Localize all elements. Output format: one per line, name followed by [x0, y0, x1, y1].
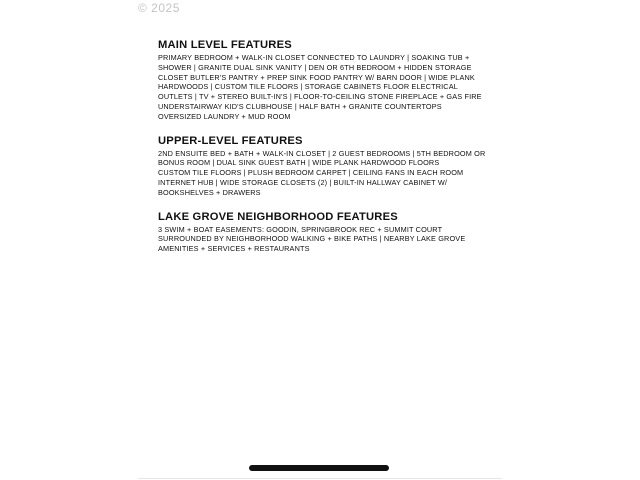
feature-line: UNDERSTAIRWAY KID'S CLUBHOUSE | HALF BATH + GRANITE COUNTERTOPS — [158, 101, 442, 111]
home-indicator-bar[interactable] — [249, 465, 389, 471]
feature-line: HARDWOODS | CUSTOM TILE FLOORS | STORAGE CABINETS FLOOR ELECTRICAL — [158, 82, 458, 92]
feature-line: OUTLETS | TV + STEREO BUILT-IN'S | FLOOR-TO-CEILING STONE FIREPLACE + GAS FIRE — [158, 92, 482, 102]
feature-line: INTERNET HUB | WIDE STORAGE CLOSETS (2) | BUILT-IN HALLWAY CABINET W/ — [158, 177, 448, 187]
feature-line: BOOKSHELVES + DRAWERS — [158, 187, 261, 197]
features-document — [158, 38, 486, 266]
feature-line: CLOSET BUTLER'S PANTRY + PREP SINK FOOD PANTRY W/ BARN DOOR | WIDE PLANK — [158, 72, 475, 82]
section-title: LAKE GROVE NEIGHBORHOOD FEATURES — [158, 210, 398, 223]
feature-line: AMENITIES + SERVICES + RESTAURANTS — [158, 244, 310, 254]
feature-line: 2ND ENSUITE BED + BATH + WALK-IN CLOSET | 2 GUEST BEDROOMS | 5TH BEDROOM OR — [158, 148, 486, 158]
section-title: UPPER-LEVEL FEATURES — [158, 134, 303, 147]
section-title: MAIN LEVEL FEATURES — [158, 39, 292, 51]
feature-line: OVERSIZED LAUNDRY + MUD ROOM — [158, 111, 291, 121]
copyright-notice: © 2025 — [138, 1, 180, 15]
section-main-level — [158, 38, 482, 122]
section-neighborhood — [158, 210, 478, 254]
feature-line: SURROUNDED BY NEIGHBORHOOD WALKING + BIKE PATHS | NEARBY LAKE GROVE — [158, 234, 466, 244]
feature-line: SHOWER | GRANITE DUAL SINK VANITY | DEN OR 6TH BEDROOM + HIDDEN STORAGE — [158, 62, 472, 72]
feature-line: 3 SWIM + BOAT EASEMENTS: GOODIN, SPRINGBROOK REC + SUMMIT COURT — [158, 224, 443, 234]
page-divider — [138, 478, 502, 479]
section-upper-level — [158, 134, 486, 198]
feature-line: BONUS ROOM | DUAL SINK GUEST BATH | WIDE PLANK HARDWOOD FLOORS — [158, 158, 440, 168]
feature-line: CUSTOM TILE FLOORS | PLUSH BEDROOM CARPET | CEILING FANS IN EACH ROOM — [158, 168, 464, 178]
feature-line: PRIMARY BEDROOM + WALK-IN CLOSET CONNECTED TO LAUNDRY | SOAKING TUB + — [158, 53, 470, 62]
